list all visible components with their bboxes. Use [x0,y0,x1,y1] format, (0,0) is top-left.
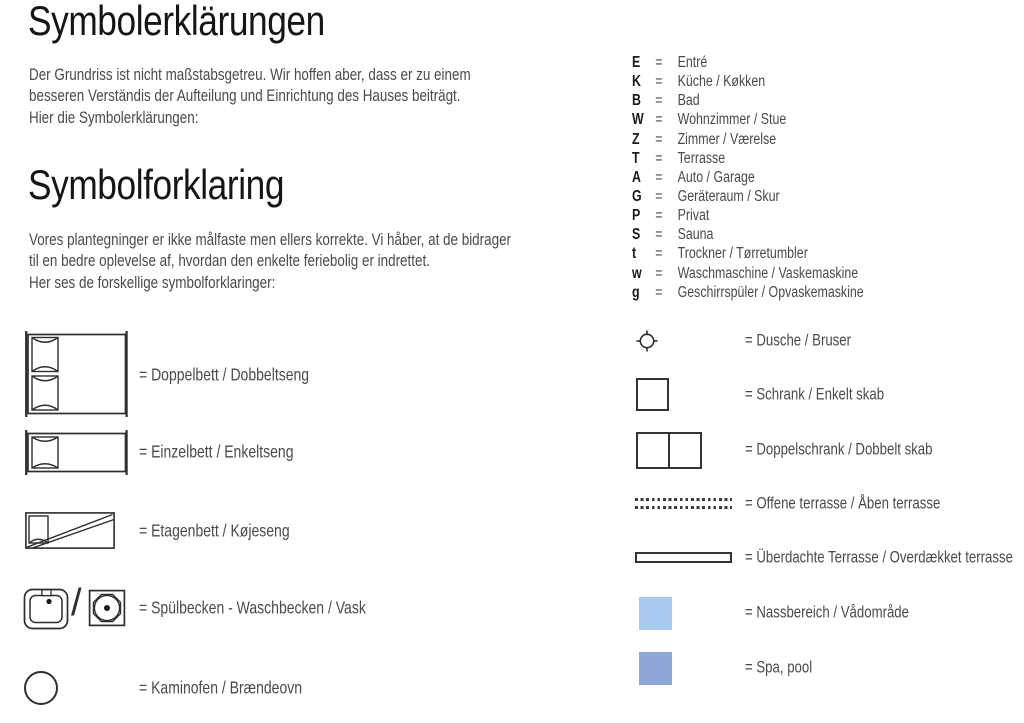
legend-label: Privat [677,207,710,225]
legend-label: Küche / Køkken [677,73,766,91]
intro-da-line: Her ses de forskellige symbolforklaringer: [29,272,276,292]
dotted-line [635,498,732,501]
legend-letter: Z [632,130,640,148]
single-cabinet-icon [636,378,669,411]
legend-letter: S [632,226,641,244]
legend-row [632,187,864,206]
single-bed-icon [25,430,128,475]
page-title-danish: Symbolforklaring [28,161,285,208]
legend-label: Entré [677,54,708,71]
kitchen-sink-icon [23,588,69,630]
legend-label: Geräteraum / Skur [677,187,780,205]
shower-label: = Dusche / Bruser [745,331,852,350]
legend-label: Terrasse [677,149,726,167]
double-cabinet-icon [636,432,702,469]
single-cabinet-label: = Schrank / Enkelt skab [745,385,885,404]
open-terrace-icon [635,498,732,509]
legend-letter: g [632,283,640,301]
equals-sign: = [655,92,663,110]
legend-row [632,91,864,110]
spa-pool-swatch [639,652,672,685]
bunk-bed-label: = Etagenbett / Køjeseng [139,520,290,541]
wood-stove-label: = Kaminofen / Brændeovn [139,677,303,698]
sink-separator-slash: / [71,582,82,624]
spa-pool-label: = Spa, pool [745,658,813,677]
legend-letter: t [632,245,637,263]
equals-sign: = [655,111,663,129]
legend-label: Bad [677,92,700,110]
equals-sign: = [655,264,663,282]
room-letter-legend [632,53,864,302]
equals-sign: = [655,207,663,225]
shower-icon [635,329,659,353]
equals-sign: = [655,226,663,244]
equals-sign: = [655,130,663,148]
legend-row [632,244,864,263]
legend-row [632,225,864,244]
legend-label: Trockner / Tørretumbler [677,245,808,263]
legend-letter: E [632,54,641,71]
washbasin-icon [88,589,126,627]
equals-sign: = [655,54,663,71]
intro-de-line: Der Grundriss ist nicht maßstabsgetreu. Wir hoffen aber, dass er zu einem [29,65,471,84]
cabinet-divider [668,434,670,467]
legend-letter: T [632,149,640,167]
legend-row [632,206,864,225]
open-terrace-label: = Offene terrasse / Åben terrasse [745,494,941,513]
sink-label: = Spülbecken - Waschbecken / Vask [139,597,366,618]
legend-row [632,72,864,91]
equals-sign: = [655,73,663,91]
legend-letter: w [632,264,642,282]
legend-label: Waschmaschine / Vaskemaskine [677,264,859,282]
equals-sign: = [655,168,663,186]
double-cabinet-label: = Doppelschrank / Dobbelt skab [745,440,933,459]
legend-label: Sauna [677,226,714,244]
legend-label: Geschirrspüler / Opvaskemaskine [677,283,864,301]
dotted-line [635,506,732,509]
legend-row [632,283,864,302]
equals-sign: = [655,245,663,263]
legend-letter: B [632,92,641,110]
legend-row [632,264,864,283]
wet-area-swatch [639,597,672,630]
wood-stove-icon [24,671,58,705]
intro-da-line: til en bedre oplevelse af, hvordan den enkelte feriebolig er indrettet. [29,251,430,271]
covered-terrace-label: = Überdachte Terrasse / Overdækket terrasse [745,548,1013,567]
page-title-german: Symbolerklärungen [28,0,325,44]
legend-letter: K [632,73,641,91]
legend-letter: W [632,111,644,129]
legend-letter: P [632,207,641,225]
legend-letter: A [632,168,641,186]
intro-paragraph-german [29,64,471,128]
intro-paragraph-danish [29,229,511,293]
single-bed-label: = Einzelbett / Enkeltseng [139,441,294,462]
intro-da-line: Vores plantegninger er ikke målfaste men ellers korrekte. Vi håber, at de bidrager [29,230,512,249]
equals-sign: = [655,283,663,301]
legend-row [632,168,864,187]
legend-row [632,53,864,72]
equals-sign: = [655,149,663,167]
legend-label: Auto / Garage [677,168,755,186]
legend-label: Zimmer / Værelse [677,130,777,148]
intro-de-line: Hier die Symbolerklärungen: [29,107,199,127]
double-bed-label: = Doppelbett / Dobbeltseng [139,364,310,385]
legend-row [632,130,864,149]
bunk-bed-icon [25,512,115,549]
legend-letter: G [632,187,642,205]
legend-label: Wohnzimmer / Stue [677,111,787,129]
legend-row [632,110,864,129]
double-bed-icon [25,331,128,417]
legend-row [632,149,864,168]
intro-de-line: besseren Verständis der Aufteilung und Einrichtung des Hauses beiträgt. [29,86,461,106]
covered-terrace-icon [635,552,732,563]
wet-area-label: = Nassbereich / Vådområde [745,603,909,622]
equals-sign: = [655,187,663,205]
